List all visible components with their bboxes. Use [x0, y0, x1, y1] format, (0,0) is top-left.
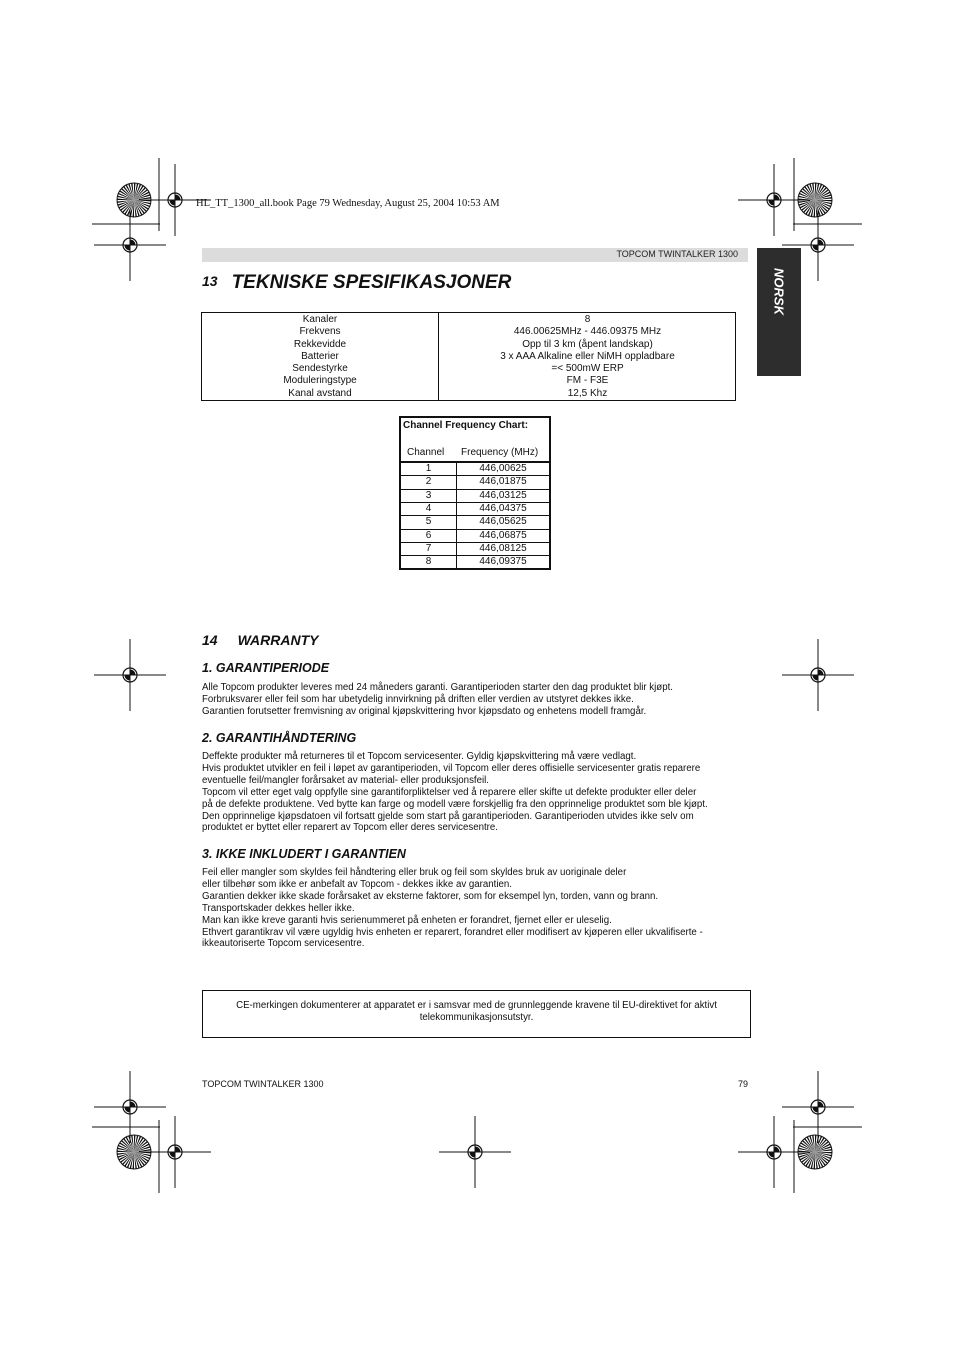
table-row	[401, 490, 549, 503]
section-title: WARRANTY	[237, 632, 319, 648]
spec-value: 8	[584, 314, 591, 325]
frequency-cell: 446,05625	[479, 516, 527, 528]
table-row	[401, 556, 549, 569]
spec-label: Sendestyrke	[292, 363, 348, 375]
channel-cell: 6	[401, 530, 457, 543]
ce-notice-line: CE-merkingen dokumenterer at apparatet er i samsvar med de grunnleggende kravene til EU-direktivet for aktivt	[236, 1000, 717, 1011]
text-line: Garantien dekker ikke skade forårsaket av eksterne faktorer, som for eksempel lyn, torden, vann og brann.	[202, 890, 659, 902]
channel-cell: 8	[401, 556, 457, 569]
registration-starburst-icon	[798, 183, 832, 217]
text-line: eventuelle feil/mangler forårsaket av material- eller produksjonsfeil.	[202, 774, 489, 786]
channel-cell: 5	[401, 516, 457, 529]
registration-crosshair-icon	[782, 639, 854, 711]
language-tab-label: NORSK	[771, 268, 787, 315]
section-number: 13	[202, 273, 218, 289]
text-line: Forbruksvarer eller feil som har ubetydelig innvirkning på driften eller verdien av utstyret dekkes ikke.	[202, 693, 634, 705]
book-file-line: HL_TT_1300_all.book Page 79 Wednesday, August 25, 2004 10:53 AM	[196, 198, 500, 209]
spec-label: Kanal avstand	[288, 387, 352, 399]
spec-label: Moduleringstype	[283, 375, 357, 387]
frequency-cell: 446,01875	[479, 476, 527, 488]
text-line: eller tilbehør som ikke er anbefalt av Topcom - dekkes ikke av garantien.	[202, 878, 512, 890]
registration-crosshair-icon	[94, 639, 166, 711]
spec-label: Rekkevidde	[293, 338, 347, 350]
frequency-cell: 446,09375	[479, 556, 527, 568]
text-line: Man kan ikke kreve garanti hvis serienummeret på enheten er forandret, fjernet eller er uleselig.	[202, 914, 612, 926]
table-row	[401, 516, 549, 529]
text-line: Garantien forutsetter fremvisning av original kjøpskvittering hvor kjøpsdato og enhetens modell framgår.	[202, 705, 647, 717]
text-line: Transportskader dekkes heller ikke.	[202, 902, 355, 914]
registration-crosshair-icon	[94, 1071, 166, 1143]
footer-product: TOPCOM TWINTALKER 1300	[202, 1079, 324, 1089]
paragraph	[202, 682, 762, 718]
channel-frequency-chart	[399, 416, 551, 570]
spec-value: FM - F3E	[566, 375, 609, 387]
channel-cell: 3	[401, 490, 457, 503]
section-13-heading	[202, 272, 511, 294]
text-line: Feil eller mangler som skyldes feil håndtering eller bruk og feil som skyldes bruk av uoriginale deler	[202, 867, 627, 878]
section-title: TEKNISKE SPESIFIKASJONER	[231, 272, 512, 293]
registration-crosshair-icon	[782, 1071, 854, 1143]
channel-cell: 2	[401, 476, 457, 489]
paragraph	[202, 751, 762, 834]
ce-notice-box	[202, 990, 751, 1038]
table-row	[401, 530, 549, 543]
running-header-bar	[202, 248, 748, 262]
table-row	[401, 543, 549, 556]
spec-label: Batterier	[301, 350, 339, 362]
ce-notice-line: telekommunikasjonsutstyr.	[419, 1012, 534, 1023]
text-line: Deffekte produkter må returneres til et Topcom servicesenter. Gyldig kjøpskvittering må være vedlagt.	[202, 751, 637, 762]
text-line: Hvis produktet utvikler en feil i løpet av garantiperioden, vil Topcom eller deres offisielle servicesenter gratis reparere	[202, 762, 701, 774]
subsection-heading: 1. GARANTIPERIODE	[202, 661, 330, 675]
registration-crosshair-icon	[439, 1116, 511, 1188]
spec-labels-column	[202, 314, 438, 400]
subsection-heading: 3. IKKE INKLUDERT I GARANTIEN	[202, 847, 406, 861]
running-header-title: TOPCOM TWINTALKER 1300	[616, 249, 738, 259]
frequency-column-header: Frequency (MHz)	[461, 447, 539, 458]
registration-starburst-icon	[117, 1135, 151, 1169]
registration-crosshair-icon	[94, 209, 166, 281]
text-line: produktet er byttet eller reparert av Topcom eller deres servicesentre.	[202, 822, 498, 834]
frequency-cell: 446,04375	[479, 503, 527, 515]
spec-value: Opp til 3 km (åpent landskap)	[522, 338, 653, 350]
section-number: 14	[202, 632, 218, 648]
specifications-table	[201, 312, 736, 401]
spec-value: 3 x AAA Alkaline eller NiMH oppladbare	[500, 350, 675, 362]
frequency-cell: 446,06875	[479, 529, 527, 541]
table-row	[401, 463, 549, 476]
spec-label: Kanaler	[302, 314, 338, 325]
channel-cell: 1	[401, 463, 457, 476]
page-number: 79	[738, 1079, 749, 1089]
section-14-heading	[202, 632, 318, 648]
spec-value: 446.00625MHz - 446.09375 MHz	[513, 326, 662, 338]
frequency-cell: 446,00625	[479, 463, 527, 474]
channel-column-header: Channel	[407, 447, 445, 458]
channel-cell: 4	[401, 503, 457, 516]
language-side-tab	[757, 248, 801, 376]
table-row	[401, 476, 549, 489]
paragraph	[202, 867, 762, 950]
registration-starburst-icon	[798, 1135, 832, 1169]
spec-value: 12,5 Khz	[567, 387, 608, 399]
text-line: Ethvert garantikrav vil være ugyldig hvis enheten er reparert, forandret eller modifisert av kjøperen eller ukvalifiserte -	[202, 926, 703, 938]
freq-chart-title: Channel Frequency Chart:	[403, 420, 529, 431]
freq-chart-rows	[401, 463, 549, 570]
frequency-cell: 446,08125	[479, 543, 527, 555]
registration-starburst-icon	[117, 183, 151, 217]
text-line: på de defekte produktene. Ved bytte kan farge og modell være forskjellig fra den opprinnelige produktet som ble kjøpt.	[202, 798, 708, 810]
text-line: ikkeautoriserte Topcom servicesentre.	[202, 938, 365, 950]
text-line: Topcom vil etter eget valg oppfylle sine garantiforpliktelser ved å reparere eller skifte ut defekte produkter eller deler	[202, 786, 697, 798]
text-line: Den opprinnelige kjøpsdatoen vil fortsatt gjelde som start på garantiperioden. Garantiperioden utvides ikke selv om	[202, 810, 694, 822]
subsection-heading: 2. GARANTIHÅNDTERING	[202, 731, 357, 745]
spec-label: Frekvens	[299, 326, 341, 338]
channel-cell: 7	[401, 543, 457, 556]
table-row	[401, 503, 549, 516]
spec-value: =< 500mW ERP	[551, 363, 624, 375]
spec-values-column	[438, 313, 736, 400]
freq-chart-header	[401, 446, 549, 463]
frequency-cell: 446,03125	[479, 489, 527, 501]
text-line: Alle Topcom produkter leveres med 24 måneders garanti. Garantiperioden starter den dag produktet blir kjøpt.	[202, 682, 673, 693]
